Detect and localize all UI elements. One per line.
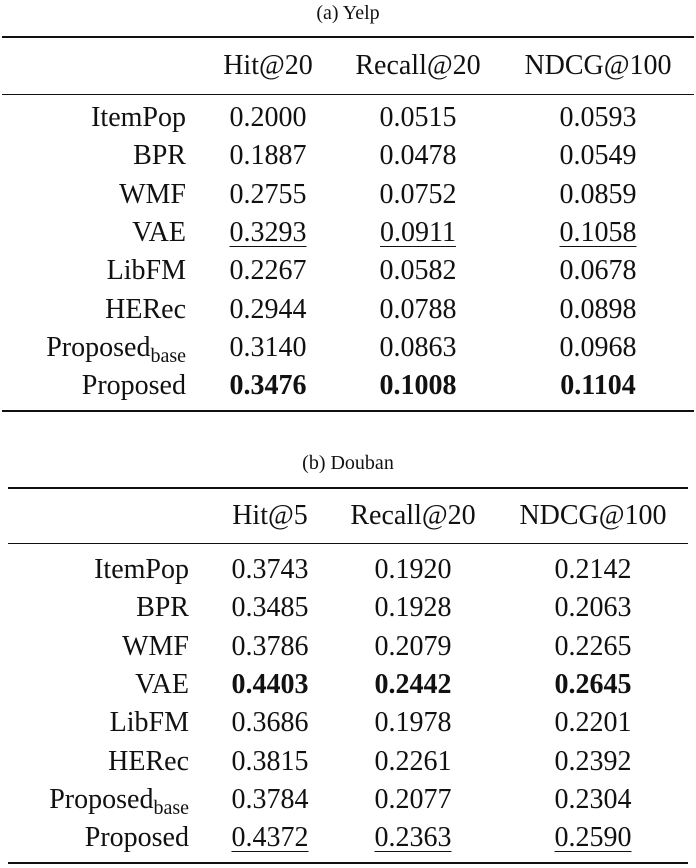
header-row [0,49,696,83]
method-name [0,101,186,135]
metric-value [318,331,518,365]
metric-value-text: 0.2755 [229,178,307,210]
method-label: BPR [136,592,189,624]
method-name [0,591,189,625]
method-label: VAE [132,216,186,248]
metric-value [498,139,696,173]
metric-value [498,254,696,288]
metric-value [498,178,696,212]
method-label: LibFM [109,707,189,739]
metric-value-text: 0.1104 [560,370,636,402]
method-name [0,630,189,664]
table-row [0,668,696,702]
metric-value [313,821,513,855]
metric-value [498,369,696,403]
metric-value-text: 0.4372 [231,822,309,854]
method-name [0,178,186,212]
metric-value [313,591,513,625]
table-row [0,139,696,173]
metric-value-text: 0.3786 [231,630,309,662]
method-subscript: base [153,796,189,819]
metric-value [493,553,693,587]
metric-value [318,139,518,173]
metric-value-text: 0.2201 [554,707,632,739]
method-label: Proposed [49,783,154,815]
method-label: Proposed [81,370,186,402]
method-label: WMF [122,630,189,662]
header-row [0,499,696,533]
metric-value-text: 0.3784 [231,783,309,815]
mid-rule [2,94,694,95]
metric-value-text: 0.3293 [229,216,307,248]
metric-value-text: 0.1920 [374,554,452,585]
table-row [0,745,696,779]
method-label: Proposed [46,331,151,363]
metric-value-text: 0.2000 [229,102,307,133]
method-label: LibFM [106,255,186,287]
method-label: ItemPop [91,102,186,133]
table-row [0,553,696,587]
metric-value-text: 0.2590 [554,822,632,854]
table-row [0,783,696,817]
metric-value [498,216,696,250]
metric-value-text: 0.0859 [559,178,637,210]
table-row [0,178,696,212]
metric-value [318,101,518,135]
metric-value [318,369,518,403]
metric-value [493,630,693,664]
metric-value-text: 0.3815 [231,745,309,777]
metric-value-text: 0.0515 [379,102,457,133]
column-header: Hit@5 [232,500,308,531]
method-label: BPR [133,140,186,172]
metric-value-text: 0.1928 [374,592,452,624]
method-name [0,293,186,327]
metric-value-text: 0.1058 [559,216,637,248]
table-row [0,101,696,135]
metric-value-text: 0.2442 [374,668,452,700]
metric-value [493,821,693,855]
metric-value-text: 0.0911 [380,216,456,248]
table-row [0,706,696,740]
metric-value-text: 0.1008 [379,370,457,402]
table-row [0,821,696,855]
top-rule [2,36,694,38]
metric-value-text: 0.3743 [231,554,309,585]
table-row [0,591,696,625]
metric-value-text: 0.3686 [231,707,309,739]
method-name [0,139,186,173]
metric-value-text: 0.2267 [229,255,307,287]
method-subscript: base [150,344,186,367]
metric-value [318,178,518,212]
metric-value-text: 0.1978 [374,707,452,739]
metric-value-text: 0.0788 [379,293,457,325]
method-name [0,553,189,587]
method-name [0,745,189,779]
metric-value-text: 0.2645 [554,668,632,700]
mid-rule [8,543,688,544]
metric-value-text: 0.2265 [554,630,632,662]
column-header: NDCG@100 [519,500,667,531]
method-label: HERec [108,745,189,777]
method-name [0,369,186,403]
metric-value-text: 0.2079 [374,630,452,662]
metric-value-text: 0.0863 [379,331,457,363]
method-label: Proposed [84,822,189,854]
table-row [0,293,696,327]
metric-value [313,783,513,817]
bottom-rule [2,410,694,412]
metric-value [313,745,513,779]
metric-value [313,706,513,740]
metric-value [493,668,693,702]
metric-value-text: 0.0752 [379,178,457,210]
metric-value-text: 0.4403 [231,668,309,700]
metric-value [498,293,696,327]
method-name [0,668,189,702]
method-label: VAE [135,668,189,700]
metric-value-text: 0.1887 [229,140,307,172]
metric-value [313,630,513,664]
column-header: Recall@20 [350,500,476,531]
metric-value [493,783,693,817]
table-row [0,216,696,250]
metric-value-text: 0.3476 [229,370,307,402]
metric-value [313,553,513,587]
table-row [0,331,696,365]
metric-value-text: 0.2304 [554,783,632,815]
metric-value [318,216,518,250]
metric-value-text: 0.2077 [374,783,452,815]
metric-value-text: 0.3140 [229,331,307,363]
metric-value [493,706,693,740]
metric-value [498,331,696,365]
metric-value [493,591,693,625]
metric-value-text: 0.2261 [374,745,452,777]
metric-value-text: 0.0593 [559,102,637,133]
metric-value-text: 0.3485 [231,592,309,624]
metric-value-text: 0.2142 [554,554,632,585]
table-caption: (a) Yelp [316,2,380,24]
method-label: ItemPop [94,554,189,585]
metric-value-text: 0.2363 [374,822,452,854]
table-row [0,254,696,288]
metric-value-text: 0.0478 [379,140,457,172]
metric-value-text: 0.0549 [559,140,637,172]
metric-value [318,254,518,288]
column-header: Hit@20 [223,50,313,81]
column-header: NDCG@100 [524,50,672,81]
metric-value-text: 0.2063 [554,592,632,624]
method-name [0,706,189,740]
metric-value-text: 0.0968 [559,331,637,363]
method-name [0,254,186,288]
metric-value [318,293,518,327]
method-label: WMF [119,178,186,210]
method-name [0,331,186,365]
metric-value-text: 0.0898 [559,293,637,325]
metric-value [493,745,693,779]
metric-value-text: 0.0582 [379,255,457,287]
metric-value-text: 0.2944 [229,293,307,325]
method-name [0,216,186,250]
metric-value [313,668,513,702]
metric-value [498,101,696,135]
metric-value-text: 0.2392 [554,745,632,777]
method-name [0,821,189,855]
table-caption: (b) Douban [302,452,394,474]
table-row [0,630,696,664]
method-name [0,783,189,817]
method-label: HERec [105,293,186,325]
metric-value-text: 0.0678 [559,255,637,287]
top-rule [8,487,688,489]
table-row [0,369,696,403]
bottom-rule [8,862,688,864]
column-header: Recall@20 [355,50,481,81]
